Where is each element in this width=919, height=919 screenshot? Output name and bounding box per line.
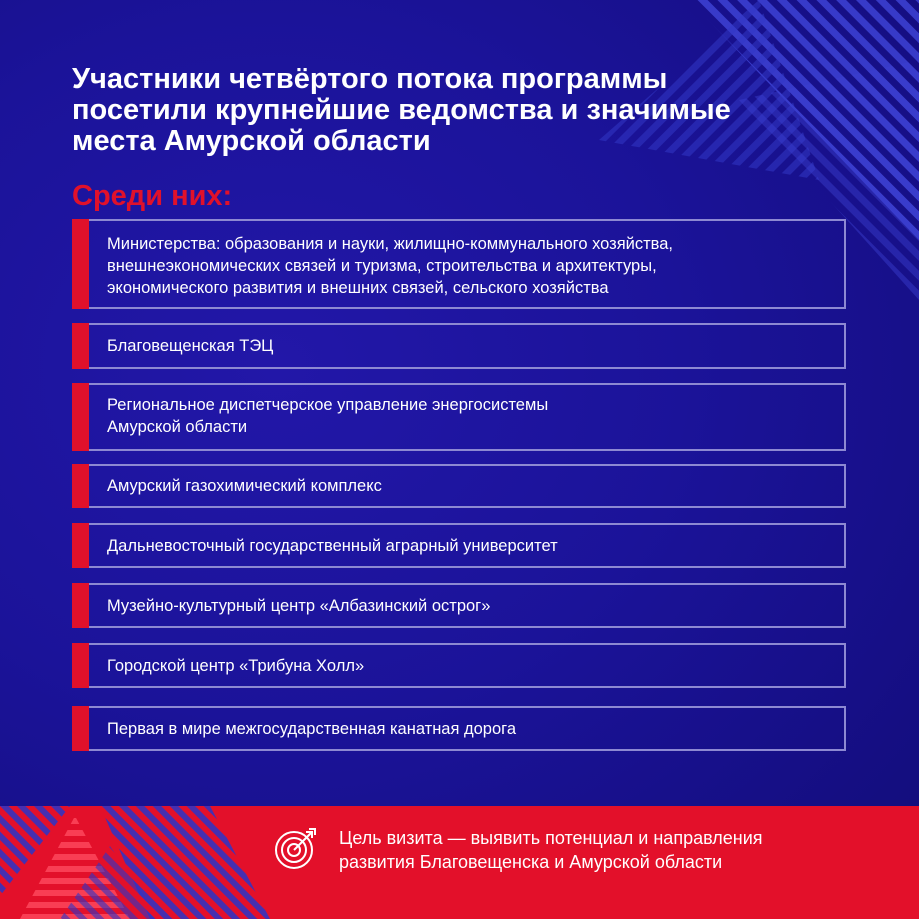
section-subtitle: Среди них: bbox=[72, 180, 233, 212]
title-line: места Амурской области bbox=[72, 125, 431, 157]
title-line: посетили крупнейшие ведомства и значимые bbox=[72, 94, 731, 126]
red-marker bbox=[72, 464, 89, 508]
goal-line: развития Благовещенска и Амурской области bbox=[339, 852, 723, 872]
list-item bbox=[72, 464, 846, 508]
list-item bbox=[72, 383, 846, 451]
list-item-text: Амурский газохимический комплекс bbox=[107, 477, 382, 495]
list-item-text: Благовещенская ТЭЦ bbox=[107, 337, 274, 355]
red-marker bbox=[72, 323, 89, 369]
list-item-text: Городской центр «Трибуна Холл» bbox=[107, 657, 365, 675]
red-marker bbox=[72, 383, 89, 451]
page-title bbox=[72, 64, 852, 157]
list-item bbox=[72, 583, 846, 628]
red-marker bbox=[72, 583, 89, 628]
list-item-text: Министерства: образования и науки, жилищно-коммунального хозяйства, внешнеэкономических связей и туризма, строительства и архитектуры, экономического развития и внешних связей, сельского хозяйства bbox=[107, 235, 674, 297]
list-item bbox=[72, 323, 846, 369]
red-marker bbox=[72, 706, 89, 751]
list-item bbox=[72, 643, 846, 688]
list-item-text: Региональное диспетчерское управление энергосистемы Амурской области bbox=[107, 396, 549, 436]
list-item-text: Музейно-культурный центр «Албазинский острог» bbox=[107, 597, 491, 615]
red-marker bbox=[72, 219, 89, 309]
list-item bbox=[72, 523, 846, 568]
goal-line: Цель визита — выявить потенциал и направления bbox=[339, 828, 763, 848]
list-item-text: Дальневосточный государственный аграрный университет bbox=[107, 537, 558, 555]
decorative-stripes-bottom-left bbox=[0, 806, 300, 919]
goal-text bbox=[339, 826, 899, 874]
red-marker bbox=[72, 643, 89, 688]
target-icon bbox=[272, 824, 320, 872]
list-item bbox=[72, 706, 846, 751]
list-item-text: Первая в мире межгосударственная канатная дорога bbox=[107, 720, 516, 738]
list-item bbox=[72, 219, 846, 309]
title-line: Участники четвёртого потока программы bbox=[72, 63, 668, 95]
red-marker bbox=[72, 523, 89, 568]
